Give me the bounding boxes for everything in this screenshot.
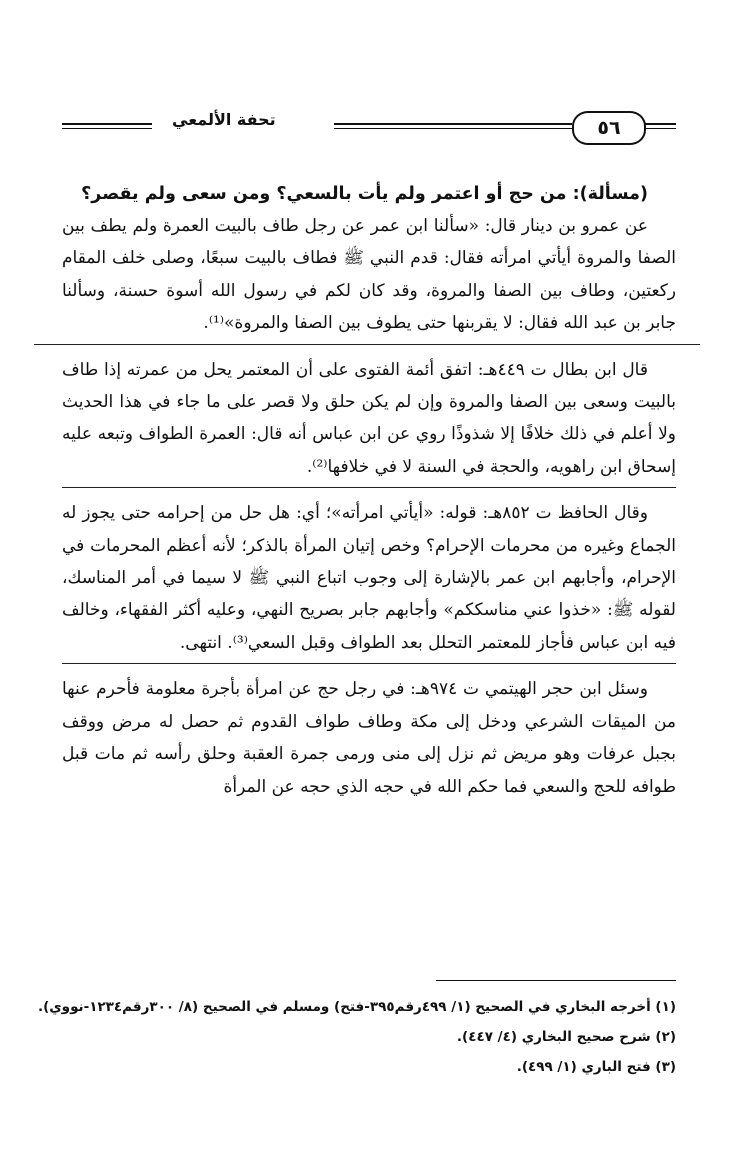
footnote-1: (١) أخرجه البخاري في الصحيح (١/ ٤٩٩رقم٣٩٥-فتح) ومسلم في الصحيح (٨/ ٣٠٠رقم١٢٣٤-نووي). (38, 999, 676, 1015)
page-number: ٥٦ (572, 111, 646, 145)
paragraph-divider (62, 663, 676, 665)
paragraph-divider (62, 487, 676, 489)
paragraph-divider (34, 344, 700, 346)
footnote-2: (٢) شرح صحيح البخاري (٤/ ٤٤٧). (456, 1029, 676, 1045)
header-rule-right (644, 123, 676, 125)
footnotes (38, 992, 676, 1082)
book-page (38, 0, 676, 1166)
header-rule-left-thin (62, 128, 152, 129)
running-header (62, 108, 676, 154)
running-title: تحفة الألمعي (172, 110, 276, 129)
header-rule-middle-thin (334, 128, 572, 129)
footnote-3: (٣) فتح الباري (١/ ٤٩٩). (516, 1059, 676, 1075)
header-rule-left (62, 123, 152, 125)
paragraph-al-hafiz: وقال الحافظ ت ٨٥٢هـ: قوله: «أيأتي امرأته»؛ أي: هل حل من إحرامه حتى يجوز له الجماع وغيره من محرمات الإحرام؟ وخص إتيان المرأة بالذكر؛ لأنه أعظم المحرمات في الإحرام، وأجابهم ابن عمر بالإشارة إلى وجوب اتباع النبي ﷺ لا سيما في أمر المناسك، لقوله ﷺ: «خذوا عني مناسككم» وأجابهم جابر بصريح النهي، وعليه أكثر الفقهاء، وخالف فيه ابن عباس فأجاز للمعتمر التحلل بعد الطواف وقبل السعي⁽³⁾. انتهى. (62, 503, 676, 653)
header-rule-right-thin (644, 128, 676, 129)
paragraph-hadith: عن عمرو بن دينار قال: «سألنا ابن عمر عن رجل طاف بالبيت العمرة ولم يطف بين الصفا والمروة أيأتي امرأته فقال: قدم النبي ﷺ فطاف بالبيت سبعًا، وصلى خلف المقام ركعتين، وطاف بين الصفا والمروة، وقد كان لكم في رسول الله أسوة حسنة، وسألنا جابر بن عبد الله فقال: لا يقربنها حتى يطوف بين الصفا والمروة»⁽¹⁾. (62, 216, 676, 334)
header-rule-middle (334, 123, 572, 125)
paragraph-ibn-battal: قال ابن بطال ت ٤٤٩هـ: اتفق أئمة الفتوى على أن المعتمر يحل من عمرته إذا طاف بالبيت وسعى بين الصفا والمروة وإن لم يكن حلق ولا قصر على ما جاء في هذا الحديث ولا أعلم في ذلك خلافًا إلا شذوذًا روي عن ابن عباس أنه قال: العمرة الطواف وتبعه عليه إسحاق ابن راهويه، والحجة في السنة لا في خلافها⁽²⁾. (62, 359, 676, 477)
footnote-rule (436, 980, 676, 981)
question-heading: (مسألة): من حج أو اعتمر ولم يأت بالسعي؟ ومن سعى ولم يقصر؟ (81, 184, 648, 204)
main-text (62, 178, 676, 803)
paragraph-haytami: وسئل ابن حجر الهيتمي ت ٩٧٤هـ: في رجل حج عن امرأة بأجرة معلومة فأحرم عنها من الميقات الشرعي ودخل إلى مكة وطاف طواف القدوم ثم حصل له مرض ووقف بجبل عرفات وهو مريض ثم نزل إلى منى ورمى جمرة العقبة وحلق رأسه ثم مات قبل طوافه للحج والسعي فما حكم الله في حجه الذي حجه عن المرأة (62, 679, 676, 797)
